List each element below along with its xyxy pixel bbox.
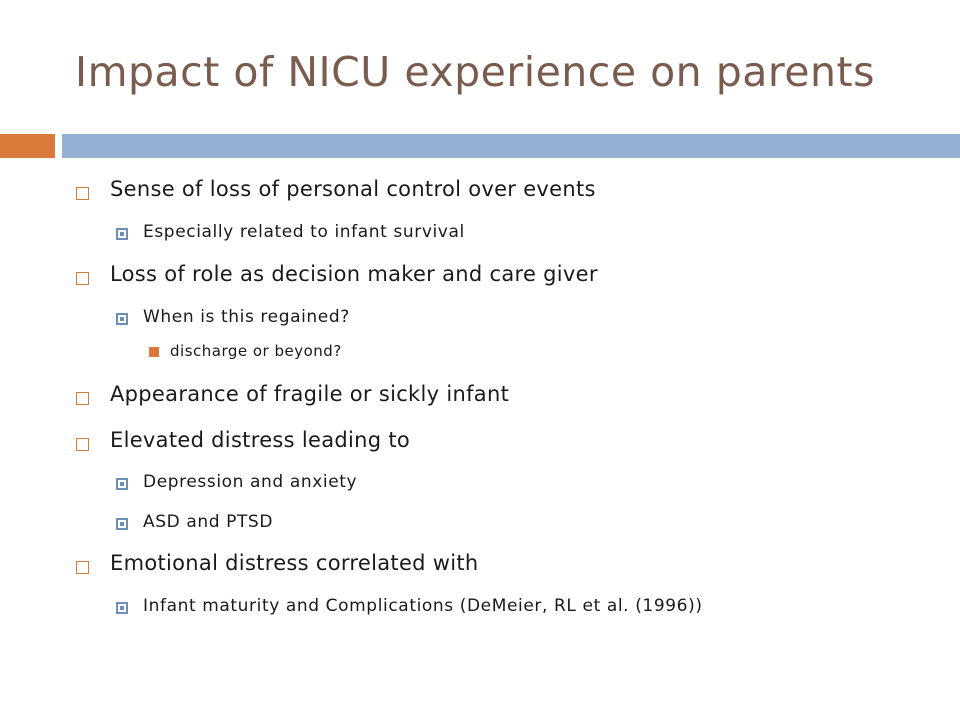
- slide-title: Impact of NICU experience on parents: [75, 48, 875, 96]
- bullet-text: Emotional distress correlated with: [110, 551, 479, 575]
- bullet-text: discharge or beyond?: [170, 342, 342, 360]
- hollow-square-bullet-icon: [76, 392, 89, 405]
- framed-square-bullet-icon: [116, 228, 128, 240]
- hollow-square-bullet-icon: [76, 272, 89, 285]
- bullet-item: [76, 177, 596, 201]
- bullet-text: ASD and PTSD: [143, 512, 274, 532]
- bullet-text: Depression and anxiety: [143, 472, 358, 492]
- bullet-text: Sense of loss of personal control over events: [110, 177, 596, 201]
- sub-bullet-item: [116, 512, 273, 532]
- hollow-square-bullet-icon: [76, 187, 89, 200]
- sub-bullet-item: [116, 596, 703, 616]
- bullet-text: Especially related to infant survival: [143, 222, 465, 242]
- framed-square-bullet-icon: [116, 313, 128, 325]
- bullet-item: [76, 551, 479, 575]
- sub-bullet-item: [116, 307, 350, 327]
- bullet-item: [76, 262, 598, 286]
- sub-sub-bullet-item: [149, 342, 342, 360]
- bullet-text: Elevated distress leading to: [110, 428, 411, 452]
- bullet-text: When is this regained?: [143, 307, 350, 327]
- bullet-text: Infant maturity and Complications (DeMeier, RL et al. (1996)): [143, 596, 703, 616]
- bullet-item: [76, 382, 509, 406]
- bullet-text: Loss of role as decision maker and care giver: [110, 262, 598, 286]
- sub-bullet-item: [116, 472, 357, 492]
- hollow-square-bullet-icon: [76, 561, 89, 574]
- framed-square-bullet-icon: [116, 478, 128, 490]
- sub-bullet-item: [116, 222, 465, 242]
- framed-square-bullet-icon: [116, 602, 128, 614]
- framed-square-bullet-icon: [116, 518, 128, 530]
- hollow-square-bullet-icon: [76, 438, 89, 451]
- solid-square-bullet-icon: [149, 347, 159, 357]
- bullet-text: Appearance of fragile or sickly infant: [110, 382, 510, 406]
- bullet-item: [76, 428, 410, 452]
